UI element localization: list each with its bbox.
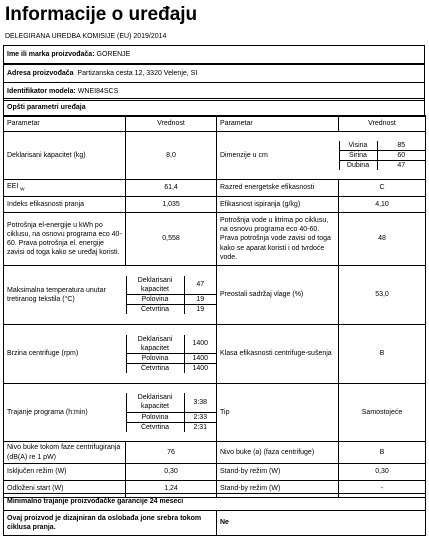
standby2-label: Stand-by režim (W)	[217, 481, 339, 498]
table-row	[4, 384, 426, 442]
temperature-label: Maksimalna temperatura unutar tretiranog tekstila (°C)	[4, 276, 126, 314]
table-row	[4, 132, 426, 180]
rinse-value: 4,10	[339, 197, 426, 213]
table-row	[4, 197, 426, 213]
wash-index-label: Indeks efikasnosti pranja	[4, 197, 126, 213]
page-title: Informacije o uređaju	[5, 4, 198, 25]
table-row	[4, 266, 426, 325]
duration-block	[4, 393, 216, 431]
spin-class-value: B	[339, 325, 426, 384]
spin-speed-block	[4, 335, 216, 373]
spin-declared-value: 1400	[192, 340, 209, 348]
header-value-right: Vrednost	[339, 116, 426, 132]
eei-value: 61,4	[126, 180, 217, 197]
moisture-label: Preostali sadržaj vlage (%)	[217, 266, 339, 325]
type-label: Tip	[217, 384, 339, 442]
moisture-value: 53,0	[339, 266, 426, 325]
capacity-value: 8,0	[126, 132, 217, 180]
duration-quarter-value: 2:31	[184, 422, 216, 432]
width-value: 60	[377, 150, 425, 160]
address-label: Adresa proizvođača	[7, 69, 74, 77]
energy-consumption-value: 0,558	[126, 213, 217, 266]
table-row	[4, 325, 426, 384]
spin-speed-label: Brzina centrifuge (rpm)	[4, 335, 126, 373]
water-consumption-label: Potrošnja vode u litrima po ciklusu, na osnovu programa eco 40-60. Prava potrošnja vode zavisi od toga kako se aparat koristi i od tvrdoće vode.	[217, 213, 339, 266]
spin-quarter-value: 1400	[184, 364, 216, 374]
dimensions-block	[217, 141, 425, 170]
duration-half-value: 2:33	[184, 412, 216, 422]
spin-class-label: Klasa efikasnosti centrifuge-sušenja	[217, 325, 339, 384]
silver-ions-value: Ne	[217, 511, 426, 536]
duration-half-label: Polovina	[126, 412, 184, 422]
temp-declared-value: 47	[196, 281, 205, 289]
silver-ions-label: Ovaj proizvod je dizajniran da oslobađa jone srebra tokom ciklusa pranja.	[4, 511, 217, 536]
spin-half-label: Polovina	[126, 354, 184, 364]
dimensions-label: Dimenzije u cm	[217, 141, 339, 170]
table-row	[4, 213, 426, 266]
temp-half-value: 19	[184, 295, 216, 305]
depth-value: 47	[377, 161, 425, 171]
parameters-table	[3, 115, 426, 498]
table-row	[4, 180, 426, 197]
height-value: 85	[397, 141, 406, 149]
standby-value: 0,30	[339, 464, 426, 481]
eei-subscript: w	[20, 186, 25, 193]
duration-declared-value: 3:38	[193, 398, 208, 406]
wash-index-value: 1,035	[126, 197, 217, 213]
duration-declared-label: Deklarisani kapacitet	[126, 393, 184, 412]
depth-label: Dubina	[339, 161, 377, 171]
silver-ions-row	[4, 511, 426, 536]
table-row	[4, 464, 426, 481]
width-label: Širina	[339, 150, 377, 160]
brand-row	[3, 45, 425, 64]
delay-start-value: 1,24	[126, 481, 217, 498]
spin-declared-label: Deklarisani kapacitet	[126, 335, 184, 354]
temp-half-label: Polovina	[126, 295, 184, 305]
header-parameter-right: Parametar	[217, 116, 339, 132]
duration-quarter-label: Četvrtina	[126, 422, 184, 432]
header-parameter-left: Parametar	[4, 116, 126, 132]
energy-class-value: C	[339, 180, 426, 197]
rinse-label: Efikasnost ispiranja (g/kg)	[217, 197, 339, 213]
type-value: Samostojeće	[339, 384, 426, 442]
model-label: Identifikator modela:	[7, 87, 76, 95]
warranty-text: Minimalno trajanje proizvođačke garancije 24 meseci	[4, 494, 426, 511]
noise-class-label: Nivo buke (a) (faza centrifuge)	[217, 442, 339, 464]
off-mode-label: Isključen režim (W)	[4, 464, 126, 481]
general-params-label: Opšti parametri uređaja	[4, 99, 425, 117]
capacity-label: Deklarisani kapacitet (kg)	[4, 132, 126, 180]
noise-label: Nivo buke tokom faze centrifugiranja (dB(A) re 1 pW)	[4, 442, 126, 464]
temperature-block	[4, 276, 216, 314]
height-label: Visina	[339, 141, 377, 151]
delay-start-label: Odloženi start (W)	[4, 481, 126, 498]
noise-class-value: B	[339, 442, 426, 464]
header-value-left: Vrednost	[126, 116, 217, 132]
standby2-value: -	[339, 481, 426, 498]
model-value: WNEI84SCS	[77, 87, 119, 95]
energy-consumption-label: Potrošnja el-energije u kWh po ciklusu, na osnovu programa eco 40-60. Prava potrošnja el. energije zavisi od toga kako se uređaj koristi.	[4, 213, 126, 266]
water-consumption-value: 48	[339, 213, 426, 266]
spin-half-value: 1400	[184, 354, 216, 364]
energy-class-label: Razred energetske efikasnosti	[217, 180, 339, 197]
table-header-row	[4, 116, 426, 132]
noise-value: 76	[126, 442, 217, 464]
footer-table	[3, 493, 426, 536]
regulation-subtitle: DELEGIRANA UREDBA KOMISIJE (EU) 2019/2014	[5, 33, 167, 40]
standby-label: Stand-by režim (W)	[217, 464, 339, 481]
temp-declared-label: Deklarisani kapacitet	[126, 276, 184, 295]
eei-label	[4, 180, 126, 197]
temp-quarter-value: 19	[184, 305, 216, 315]
warranty-row	[4, 494, 426, 511]
address-row	[3, 64, 425, 83]
brand-label: Ime ili marka proizvođača:	[7, 50, 95, 58]
off-mode-value: 0,30	[126, 464, 217, 481]
duration-label: Trajanje programa (h:min)	[4, 393, 126, 431]
table-row	[4, 442, 426, 464]
temp-quarter-label: Četvrtina	[126, 305, 184, 315]
address-value: Partizanska cesta 12, 3320 Velenje, SI	[77, 69, 198, 77]
eei-text: EEI	[7, 183, 19, 191]
spin-quarter-label: Četvrtina	[126, 364, 184, 374]
brand-value: GORENJE	[96, 50, 131, 58]
